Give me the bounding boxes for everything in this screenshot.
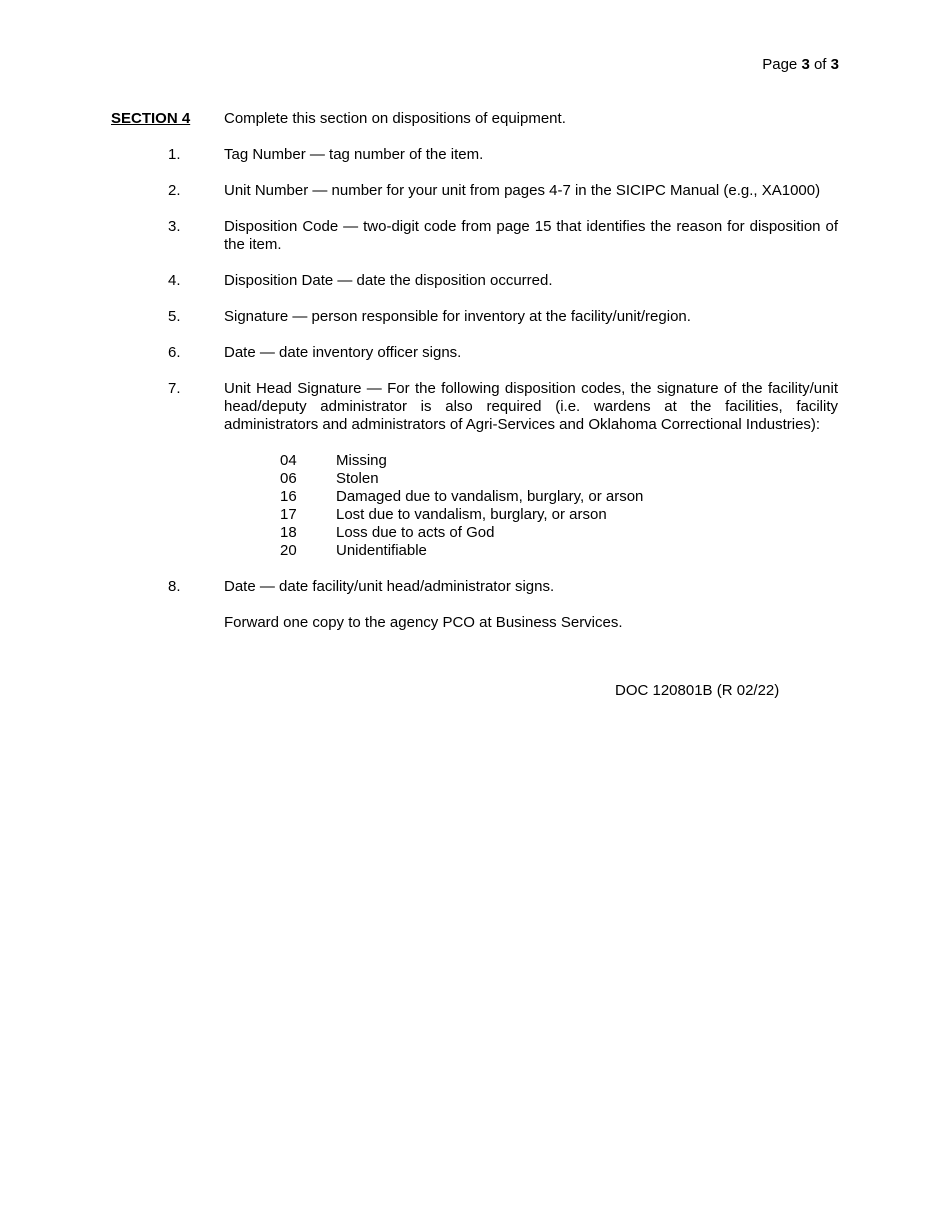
code-row [280, 470, 838, 488]
code-label: Loss due to acts of God [336, 524, 495, 541]
item-text: Signature — person responsible for inventory at the facility/unit/region. [224, 308, 691, 325]
instruction-item-4 [168, 272, 838, 290]
page-total: 3 [830, 56, 839, 73]
instruction-item-7 [168, 380, 838, 434]
item-number: 1. [168, 146, 181, 163]
item-number: 4. [168, 272, 181, 289]
page-number [762, 56, 839, 74]
disposition-code-list [280, 452, 838, 560]
code-number: 20 [280, 542, 297, 559]
section-label: SECTION 4 [111, 110, 191, 127]
item-number: 3. [168, 218, 181, 235]
code-number: 16 [280, 488, 297, 505]
code-label: Lost due to vandalism, burglary, or arson [336, 506, 607, 523]
code-label: Damaged due to vandalism, burglary, or arson [336, 488, 644, 505]
code-number: 18 [280, 524, 297, 541]
code-row [280, 488, 838, 506]
instruction-item-1 [168, 146, 838, 164]
code-row [280, 506, 838, 524]
item-number: 7. [168, 380, 181, 397]
instruction-item-6 [168, 344, 838, 362]
instruction-item-3 [168, 218, 838, 254]
page-current: 3 [801, 56, 810, 73]
code-label: Stolen [336, 470, 379, 487]
instruction-item-8 [168, 578, 838, 596]
item-text: Tag Number — tag number of the item. [224, 146, 484, 163]
item-text: Disposition Date — date the disposition occurred. [224, 272, 553, 289]
forward-note: Forward one copy to the agency PCO at Business Services. [224, 614, 623, 631]
item-text: Date — date inventory officer signs. [224, 344, 462, 361]
item-number: 2. [168, 182, 181, 199]
instruction-item-2 [168, 182, 838, 200]
item-number: 6. [168, 344, 181, 361]
code-row [280, 542, 838, 560]
section-intro: Complete this section on dispositions of equipment. [224, 110, 566, 127]
item-text: Disposition Code — two-digit code from page 15 that identifies the reason for disposition of the item. [224, 218, 838, 253]
instruction-item-5 [168, 308, 838, 326]
code-number: 17 [280, 506, 297, 523]
code-row [280, 452, 838, 470]
of-word: of [813, 56, 827, 73]
instruction-list [168, 146, 838, 632]
code-label: Unidentifiable [336, 542, 427, 559]
page-word: Page [762, 56, 798, 73]
item-number: 8. [168, 578, 181, 595]
document-id: DOC 120801B (R 02/22) [615, 682, 780, 699]
code-number: 04 [280, 452, 297, 469]
item-text: Date — date facility/unit head/administrator signs. [224, 578, 555, 595]
item-text: Unit Head Signature — For the following disposition codes, the signature of the facility/unit head/deputy administrator is also required (i.e. wardens at the facilities, facility administrators and administrators of Agri-Services and Oklahoma Correctional Industries): [224, 380, 838, 433]
code-label: Missing [336, 452, 387, 469]
item-text: Unit Number — number for your unit from pages 4-7 in the SICIPC Manual (e.g., XA1000) [224, 182, 821, 199]
item-number: 5. [168, 308, 181, 325]
code-row [280, 524, 838, 542]
code-number: 06 [280, 470, 297, 487]
